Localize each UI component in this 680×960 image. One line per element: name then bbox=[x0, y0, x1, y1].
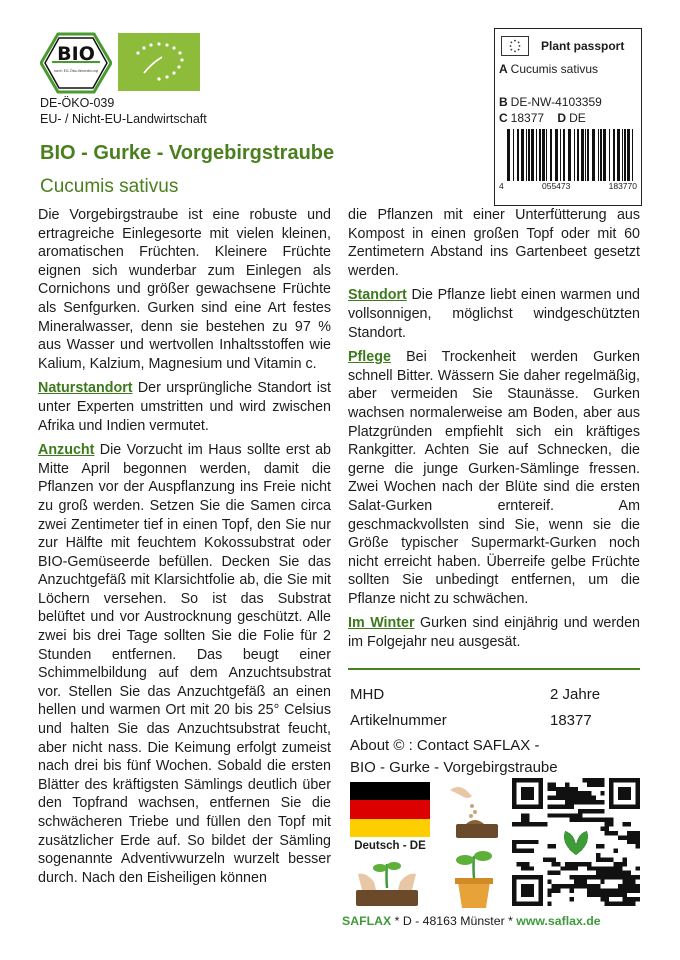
hand-sowing-seed-icon bbox=[442, 782, 506, 844]
article-number-row: Artikelnummer 18377 bbox=[350, 712, 592, 729]
naturstandort-heading: Naturstandort bbox=[38, 380, 133, 397]
winter-heading: Im Winter bbox=[348, 615, 415, 632]
passport-line-b: B DE-NW-4103359 bbox=[499, 95, 602, 109]
info-divider bbox=[348, 668, 640, 670]
passport-title: Plant passport bbox=[541, 39, 625, 53]
anzucht-heading: Anzucht bbox=[38, 442, 95, 459]
germany-flag-icon bbox=[350, 782, 430, 837]
bio-logo-text: BIO bbox=[57, 43, 95, 65]
barcode-number: 4 055473 183770 bbox=[499, 181, 637, 191]
eu-flag-icon bbox=[501, 36, 529, 56]
organic-control-code: DE-ÖKO-039 bbox=[40, 96, 115, 110]
eu-organic-leaf-icon bbox=[118, 33, 200, 91]
anzucht-continued: die Pflanzen mit einer Unterfütterung aus Kompost in einen großen Topf oder mit 60 Zentimetern Abstand ins Gartenbeet gesetzt werden. bbox=[348, 207, 640, 279]
about-product: BIO - Gurke - Vorgebirgstraube bbox=[350, 759, 558, 776]
intro-paragraph: Die Vorgebirgstraube ist eine robuste und ertragreiche Einlegesorte mit vielen kleinen, aromatischen Früchten. Kleinere Früchte eignen sich wunderbar zum Einlegen als Cornichons und größer gewachsene Früchte als Senfgurken. Gurken sind eine Art festes Mineralwasser, denn sie bestehen zu 97 % aus Wasser und wertvollen Inhaltsstoffen wie Kalium, Kalzium, Magnesium und Vitamin c. bbox=[38, 207, 331, 372]
language-label: Deutsch - DE bbox=[354, 840, 426, 852]
product-title: BIO - Gurke - Vorgebirgstraube bbox=[40, 142, 335, 164]
hands-planting-icon bbox=[352, 852, 422, 908]
plant-passport bbox=[494, 28, 642, 206]
flag-stripe bbox=[350, 782, 430, 800]
pflege-paragraph: Pflege Bei Trockenheit werden Gurken schnell Bitter. Wässern Sie daher regelmäßig, aber vermeiden Sie Staunässe. Gurken wachsen normalerweise am Boden, aber aus Platzgründen empfiehlt sich ein kräftiges Rankgitter. Achten Sie auf Schnecken, die gerne die junge Gurken-Sämlinge fressen. Zwei Wochen nach der Blüte sind die ersten Salat-Gurken erntereif. Am geschmackvollsten sind Sie, wenn sie die Größe typischer Supermarkt-Gurken noch nicht erreicht haben. Überreife gelbe Früchte sollten Sie unbedingt entfernen, um die Pflanze nicht zu schwächen. bbox=[348, 349, 640, 607]
passport-line-a: A Cucumis sativus bbox=[499, 62, 599, 76]
standort-paragraph: Standort Die Pflanze liebt einen warmen und vollsonnigen, möglichst windgeschützten Standort. bbox=[348, 287, 640, 341]
pflege-heading: Pflege bbox=[348, 349, 391, 366]
agriculture-origin: EU- / Nicht-EU-Landwirtschaft bbox=[40, 112, 207, 126]
footer-website-link[interactable]: www.saflax.de bbox=[516, 914, 601, 928]
flag-stripe bbox=[350, 800, 430, 818]
seedling-pot-icon bbox=[440, 846, 508, 910]
about-contact: About © : Contact SAFLAX - bbox=[350, 737, 540, 754]
passport-line-c: C 18377 D DE bbox=[499, 111, 586, 125]
bio-logo-subtext: nach EG-Öko-Verordnung bbox=[53, 69, 99, 73]
footer-address: * D - 48163 Münster * bbox=[391, 914, 517, 928]
description-right-column bbox=[348, 206, 640, 658]
footer-line bbox=[342, 914, 601, 928]
description-left-column bbox=[38, 206, 331, 893]
naturstandort-paragraph: Naturstandort Der ursprüngliche Standort ist unter Experten umstritten und wird zwischen Afrika und Indien vermutet. bbox=[38, 380, 331, 434]
product-latin-name: Cucumis sativus bbox=[40, 176, 179, 197]
mhd-row: MHD 2 Jahre bbox=[350, 686, 601, 703]
barcode-icon bbox=[505, 129, 635, 181]
qr-code-icon[interactable] bbox=[512, 778, 640, 906]
standort-heading: Standort bbox=[348, 287, 407, 304]
winter-paragraph: Im Winter Gurken sind einjährig und werden im Folgejahr neu ausgesät. bbox=[348, 615, 640, 651]
bio-seal-logo bbox=[40, 32, 112, 94]
footer-brand: SAFLAX bbox=[342, 914, 392, 928]
flag-stripe bbox=[350, 819, 430, 837]
anzucht-paragraph: Anzucht Die Vorzucht im Haus sollte erst ab Mitte April begonnen werden, damit die Pflanzen vor der Auspflanzung ins Freie nicht zu groß werden. Setzen Sie die Samen circa zwei Zentimeter tief in einen Topf, den Sie nur zur Hälfte mit feuchtem Kokossubstrat oder BIO-Gemüseerde befüllen. Decken Sie das Anzuchtgefäß mit Klarsichtfolie ab, die Sie mit Löchern versehen. So ist das Substrat belüftet und vor Austrocknung geschützt. Alle zwei bis drei Tage sollten Sie die Folie für 2 Stunden entfernen. Das beugt einer Schimmelbildung auf dem Anzuchtsubstrat vor. Stellen Sie das Anzuchtgefäß an einen hellen und warmen Ort mit 20 bis 25° Celsius und halten Sie das Anzuchtsubstrat feucht, aber nicht nass. Die Keimung erfolgt zumeist nach drei bis fünf Wochen. Sobald die ersten Blätter des kräftigsten Sämlings deutlich über den Topfrand wachsen, entfernen Sie die schwächeren Triebe und füllen den Topf mit zusätzlicher Erde auf. So bildet der Sämling sogenannte Adventivwurzeln wurzelt besser durch. Nach den Eisheiligen können bbox=[38, 442, 331, 886]
